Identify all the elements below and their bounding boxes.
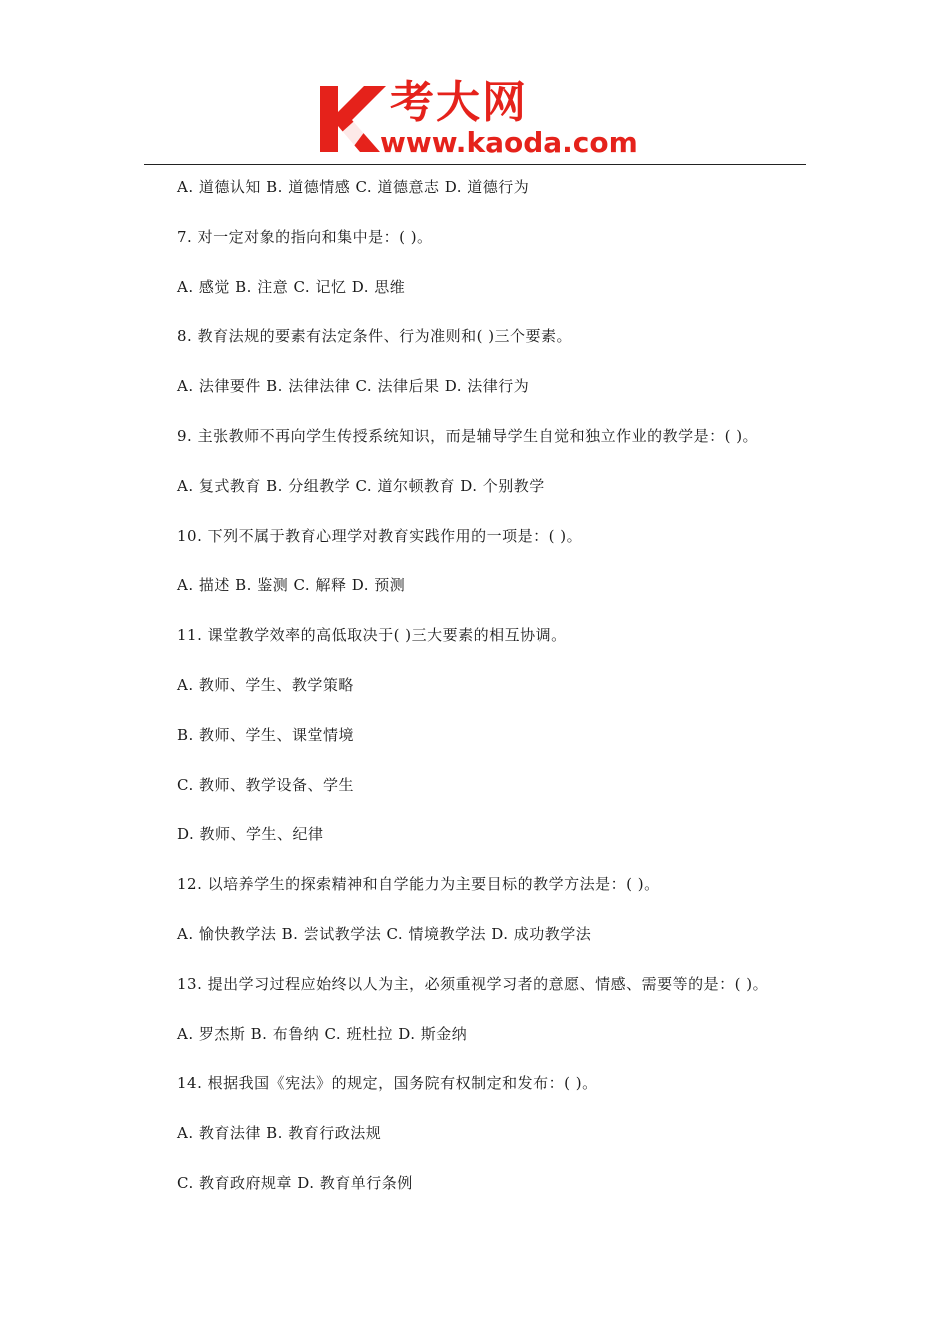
question-line: A. 愉快教学法 B. 尝试教学法 C. 情境教学法 D. 成功教学法 <box>177 924 592 943</box>
logo-chinese-text: 考大网 <box>390 77 528 128</box>
question-line: 10. 下列不属于教育心理学对教育实践作用的一项是：( )。 <box>177 526 583 545</box>
question-line: 12. 以培养学生的探索精神和自学能力为主要目标的教学方法是：( )。 <box>177 875 660 894</box>
question-line: B. 教师、学生、课堂情境 <box>177 725 355 744</box>
question-line: C. 教育政府规章 D. 教育单行条例 <box>177 1173 413 1192</box>
page-header <box>0 0 950 166</box>
header-divider <box>144 164 806 165</box>
question-line: 8. 教育法规的要素有法定条件、行为准则和( )三个要素。 <box>177 327 573 346</box>
question-line: A. 感觉 B. 注意 C. 记忆 D. 思维 <box>177 277 406 296</box>
question-line: A. 复式教育 B. 分组教学 C. 道尔顿教育 D. 个别教学 <box>177 476 545 495</box>
question-line: D. 教师、学生、纪律 <box>177 825 324 844</box>
question-line: 9. 主张教师不再向学生传授系统知识，而是辅导学生自觉和独立作业的教学是：( )。 <box>177 426 759 445</box>
question-line: C. 教师、教学设备、学生 <box>177 775 354 794</box>
question-line: 14. 根据我国《宪法》的规定，国务院有权制定和发布：( )。 <box>177 1074 598 1093</box>
kaoda-logo[interactable] <box>318 78 638 162</box>
question-line: 7. 对一定对象的指向和集中是：( )。 <box>177 227 433 246</box>
question-line: A. 道德认知 B. 道德情感 C. 道德意志 D. 道德行为 <box>177 178 530 196</box>
question-list <box>177 175 837 1221</box>
question-line: A. 罗杰斯 B. 布鲁纳 C. 班杜拉 D. 斯金纳 <box>177 1024 468 1043</box>
question-line: A. 教师、学生、教学策略 <box>177 675 354 694</box>
question-line: A. 法律要件 B. 法律法律 C. 法律后果 D. 法律行为 <box>177 377 530 396</box>
question-line: A. 教育法律 B. 教育行政法规 <box>177 1124 382 1143</box>
logo-url-text: www.kaoda.com <box>380 126 638 159</box>
question-line: A. 描述 B. 鉴测 C. 解释 D. 预测 <box>177 576 406 595</box>
question-line: 13. 提出学习过程应始终以人为主，必须重视学习者的意愿、情感、需要等的是：( )。 <box>177 974 769 993</box>
question-line: 11. 课堂教学效率的高低取决于( )三大要素的相互协调。 <box>177 626 567 645</box>
